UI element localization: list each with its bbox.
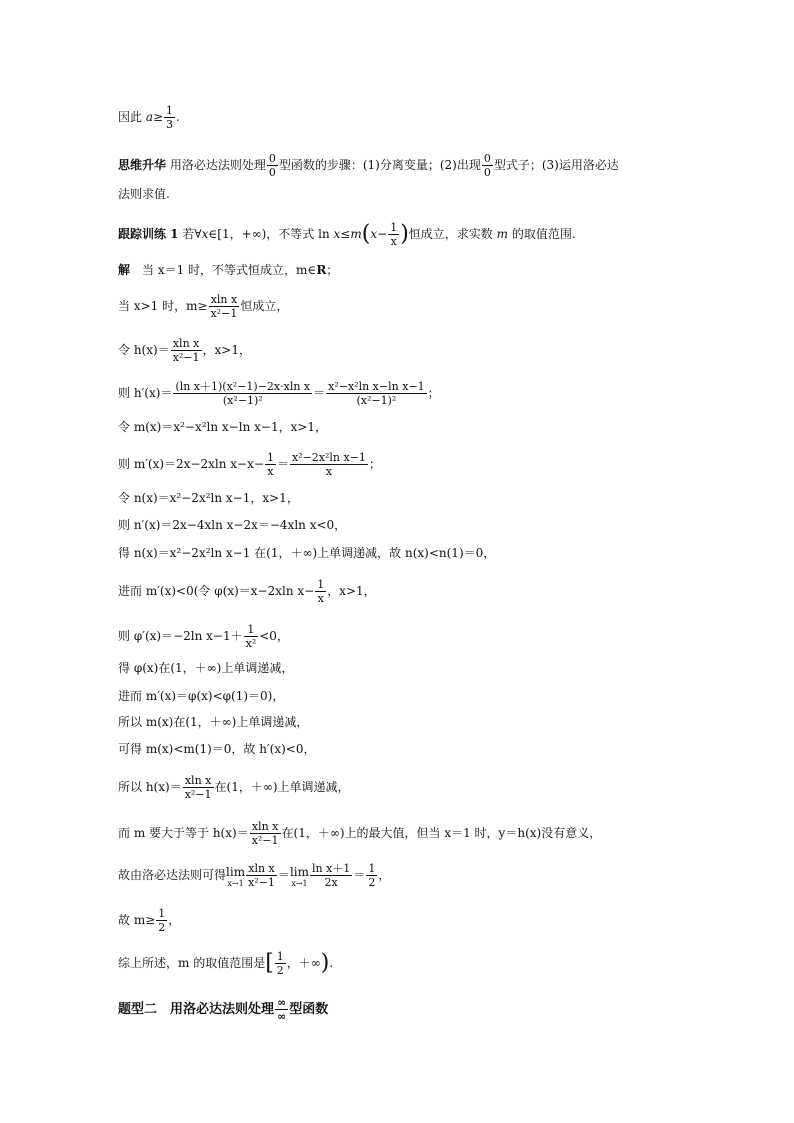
fraction bbox=[183, 774, 214, 801]
numerator: ln x＋1 bbox=[312, 862, 351, 875]
fraction bbox=[366, 862, 377, 889]
denominator: (x²−1)² bbox=[356, 394, 397, 407]
line-solution-start bbox=[118, 262, 338, 278]
text: ； bbox=[427, 386, 440, 400]
text: 恒成立，求实数 bbox=[408, 227, 497, 241]
numerator: 0 bbox=[268, 152, 276, 165]
numerator: xln x bbox=[209, 293, 240, 307]
text: 可得 m(x)<m(1)＝0，故 h′(x)<0， bbox=[118, 742, 316, 756]
text: 用洛必达法则处理 bbox=[166, 158, 266, 172]
text: ， bbox=[168, 913, 181, 927]
text: 则 n′(x)＝2x−4xln x−2x＝−4xln x<0， bbox=[118, 518, 347, 532]
text: 恒成立， bbox=[240, 299, 289, 313]
fraction bbox=[164, 104, 175, 131]
line-6 bbox=[118, 337, 251, 364]
denominator: x²−1 bbox=[210, 307, 238, 320]
text: 则 φ′(x)＝−2ln x−1＋ bbox=[118, 629, 243, 643]
denominator: x²−1 bbox=[251, 834, 279, 847]
text: 在(1，＋∞)上单调递减， bbox=[214, 780, 350, 794]
text: 型式子；(3)运用洛必达 bbox=[493, 158, 619, 172]
numerator: 1 bbox=[276, 950, 284, 963]
text: ≤ bbox=[340, 227, 351, 241]
denominator: x²−1 bbox=[184, 788, 212, 801]
text: ＝ bbox=[313, 386, 326, 400]
denominator: x bbox=[317, 592, 324, 605]
text: ，＋∞ bbox=[286, 956, 321, 970]
fraction bbox=[315, 578, 326, 605]
var: x bbox=[370, 227, 378, 241]
numerator: 1 bbox=[390, 221, 398, 234]
text: 则 h′(x)＝ bbox=[118, 386, 173, 400]
text: 型函数的步骤：(1)分离变量；(2)出现 bbox=[278, 158, 481, 172]
text: 型函数 bbox=[289, 1002, 329, 1017]
text: ≥ bbox=[152, 110, 164, 124]
numerator: xln x bbox=[246, 862, 277, 876]
numerator: xln x bbox=[171, 337, 202, 351]
text: 因此 bbox=[118, 110, 146, 124]
numerator: 1 bbox=[266, 451, 274, 464]
text: 故 m≥ bbox=[118, 913, 156, 927]
text: − bbox=[377, 227, 388, 241]
text: 则 m′(x)＝2x−2xln x−x− bbox=[118, 457, 264, 471]
text: 故由洛必达法则可得 bbox=[118, 868, 227, 882]
denominator: x²−1 bbox=[248, 876, 275, 889]
line-summary bbox=[118, 152, 619, 179]
var: x bbox=[201, 227, 209, 241]
text: 综上所述，m 的取值范围是 bbox=[118, 956, 266, 970]
line-23 bbox=[118, 950, 333, 977]
fraction bbox=[209, 293, 240, 320]
fraction bbox=[246, 862, 277, 889]
paren: ) bbox=[400, 221, 409, 247]
var: x bbox=[333, 227, 341, 241]
var: a bbox=[145, 110, 153, 124]
line-19 bbox=[118, 774, 350, 801]
line-8 bbox=[118, 419, 327, 435]
line-12 bbox=[118, 545, 495, 561]
fraction bbox=[388, 221, 399, 248]
limit bbox=[290, 864, 309, 888]
text: 令 n(x)＝x²−2x²ln x−1，x>1， bbox=[118, 491, 299, 505]
text: 若∀ bbox=[178, 227, 202, 241]
text: 而 m 要大于等于 h(x)＝ bbox=[118, 826, 249, 840]
fraction bbox=[267, 152, 278, 179]
fraction bbox=[265, 451, 276, 478]
denominator: x² bbox=[245, 637, 257, 650]
text: ，x>1， bbox=[327, 584, 376, 598]
numerator: x²−2x²ln x−1 bbox=[291, 451, 366, 464]
line-14 bbox=[118, 623, 289, 650]
text: 当 x>1 时，m≥ bbox=[118, 299, 208, 313]
line-22 bbox=[118, 907, 180, 934]
fraction bbox=[275, 950, 286, 977]
text: 在(1，＋∞)上的最大值，但当 x＝1 时，y＝h(x)没有意义， bbox=[281, 826, 602, 840]
fraction bbox=[310, 862, 352, 889]
line-13 bbox=[118, 578, 376, 605]
line-exercise bbox=[118, 221, 576, 248]
denominator: 2x bbox=[324, 876, 338, 889]
fraction bbox=[244, 623, 259, 650]
fraction bbox=[275, 996, 288, 1023]
line-11 bbox=[118, 517, 346, 533]
text: ， bbox=[378, 868, 391, 882]
fraction bbox=[326, 380, 426, 407]
text: 法则求值. bbox=[118, 187, 170, 201]
text: <0， bbox=[259, 629, 289, 643]
denominator: 0 bbox=[483, 166, 491, 179]
numerator: (ln x＋1)(x²−1)−2x·xln x bbox=[175, 380, 311, 393]
line-16 bbox=[118, 688, 284, 704]
fraction bbox=[482, 152, 493, 179]
line-9 bbox=[118, 451, 381, 478]
text: 得 φ(x)在(1，＋∞)上单调递减， bbox=[118, 661, 294, 675]
paren: ) bbox=[320, 950, 330, 976]
fraction bbox=[171, 337, 202, 364]
denominator: x bbox=[267, 465, 274, 478]
text: 所以 m(x)在(1，＋∞)上单调递减， bbox=[118, 715, 309, 729]
denominator: 3 bbox=[166, 118, 174, 131]
denominator: x²−1 bbox=[172, 351, 200, 364]
text: 进而 m′(x)<0(令 φ(x)＝x−2xln x− bbox=[118, 584, 315, 598]
limit bbox=[226, 864, 245, 888]
text: R bbox=[316, 263, 327, 277]
line-21 bbox=[118, 862, 390, 889]
numerator: 1 bbox=[368, 862, 376, 875]
denominator: x bbox=[325, 465, 333, 478]
numerator: 1 bbox=[244, 623, 259, 637]
denominator: ∞ bbox=[277, 1010, 287, 1023]
fraction bbox=[173, 380, 312, 407]
text: 题型二 用洛必达法则处理 bbox=[118, 1002, 275, 1017]
text: ＝ bbox=[276, 457, 289, 471]
text: 的取值范围. bbox=[508, 227, 576, 241]
line-10 bbox=[118, 490, 299, 506]
var: m bbox=[350, 227, 362, 241]
numerator: 0 bbox=[483, 152, 491, 165]
denominator: x bbox=[390, 235, 397, 248]
line-7 bbox=[118, 380, 440, 407]
text: ∈[1，+∞)，不等式 ln bbox=[208, 227, 334, 241]
summary-label: 思维升华 bbox=[118, 158, 167, 172]
text: 得 n(x)＝x²−2x²ln x−1 在(1，＋∞)上单调递减，故 n(x)<n(1)＝0， bbox=[118, 546, 496, 560]
denominator: 2 bbox=[368, 876, 376, 889]
fraction bbox=[250, 820, 281, 847]
var: m bbox=[496, 227, 508, 241]
denominator: 2 bbox=[276, 964, 284, 977]
solution-label: 解 bbox=[118, 263, 131, 277]
text: 令 m(x)＝x²−x²ln x−ln x−1，x>1， bbox=[118, 420, 328, 434]
numerator: 1 bbox=[158, 907, 166, 920]
text: ＝ bbox=[353, 868, 366, 882]
numerator: x²−x²ln x−ln x−1 bbox=[328, 380, 425, 393]
fraction bbox=[156, 907, 167, 934]
bracket: [ bbox=[265, 950, 274, 976]
lim-sub: x→1 bbox=[291, 878, 308, 888]
numerator: ∞ bbox=[277, 996, 287, 1009]
line-17 bbox=[118, 714, 308, 730]
line-summary-cont bbox=[118, 186, 170, 202]
lim-sub: x→1 bbox=[227, 878, 244, 888]
denominator: 0 bbox=[268, 166, 276, 179]
text: ； bbox=[368, 457, 381, 471]
text: ； bbox=[326, 263, 339, 277]
text: ，x>1， bbox=[202, 343, 251, 357]
text: . bbox=[329, 956, 334, 970]
denominator: 2 bbox=[158, 921, 166, 934]
text: 当 x＝1 时，不等式恒成立，m∈ bbox=[130, 263, 317, 277]
line-15 bbox=[118, 660, 293, 676]
numerator: xln x bbox=[183, 774, 214, 788]
line-18 bbox=[118, 741, 315, 757]
lim-text: lim bbox=[289, 864, 309, 879]
text: 所以 h(x)＝ bbox=[118, 780, 182, 794]
numerator: 1 bbox=[166, 104, 174, 117]
exercise-label: 跟踪训练 1 bbox=[118, 227, 179, 241]
text: . bbox=[176, 110, 180, 124]
section-heading bbox=[118, 996, 328, 1023]
text: ＝ bbox=[277, 868, 290, 882]
text: 令 h(x)＝ bbox=[118, 343, 170, 357]
line-conclusion-a bbox=[118, 104, 180, 131]
line-5 bbox=[118, 293, 288, 320]
numerator: xln x bbox=[250, 820, 281, 834]
numerator: 1 bbox=[317, 578, 325, 591]
text: 进而 m′(x)＝φ(x)<φ(1)＝0)， bbox=[118, 689, 285, 703]
fraction bbox=[290, 451, 368, 478]
paren: ( bbox=[361, 221, 371, 247]
lim-text: lim bbox=[226, 864, 246, 879]
denominator: (x²−1)² bbox=[222, 394, 263, 407]
line-20 bbox=[118, 820, 601, 847]
